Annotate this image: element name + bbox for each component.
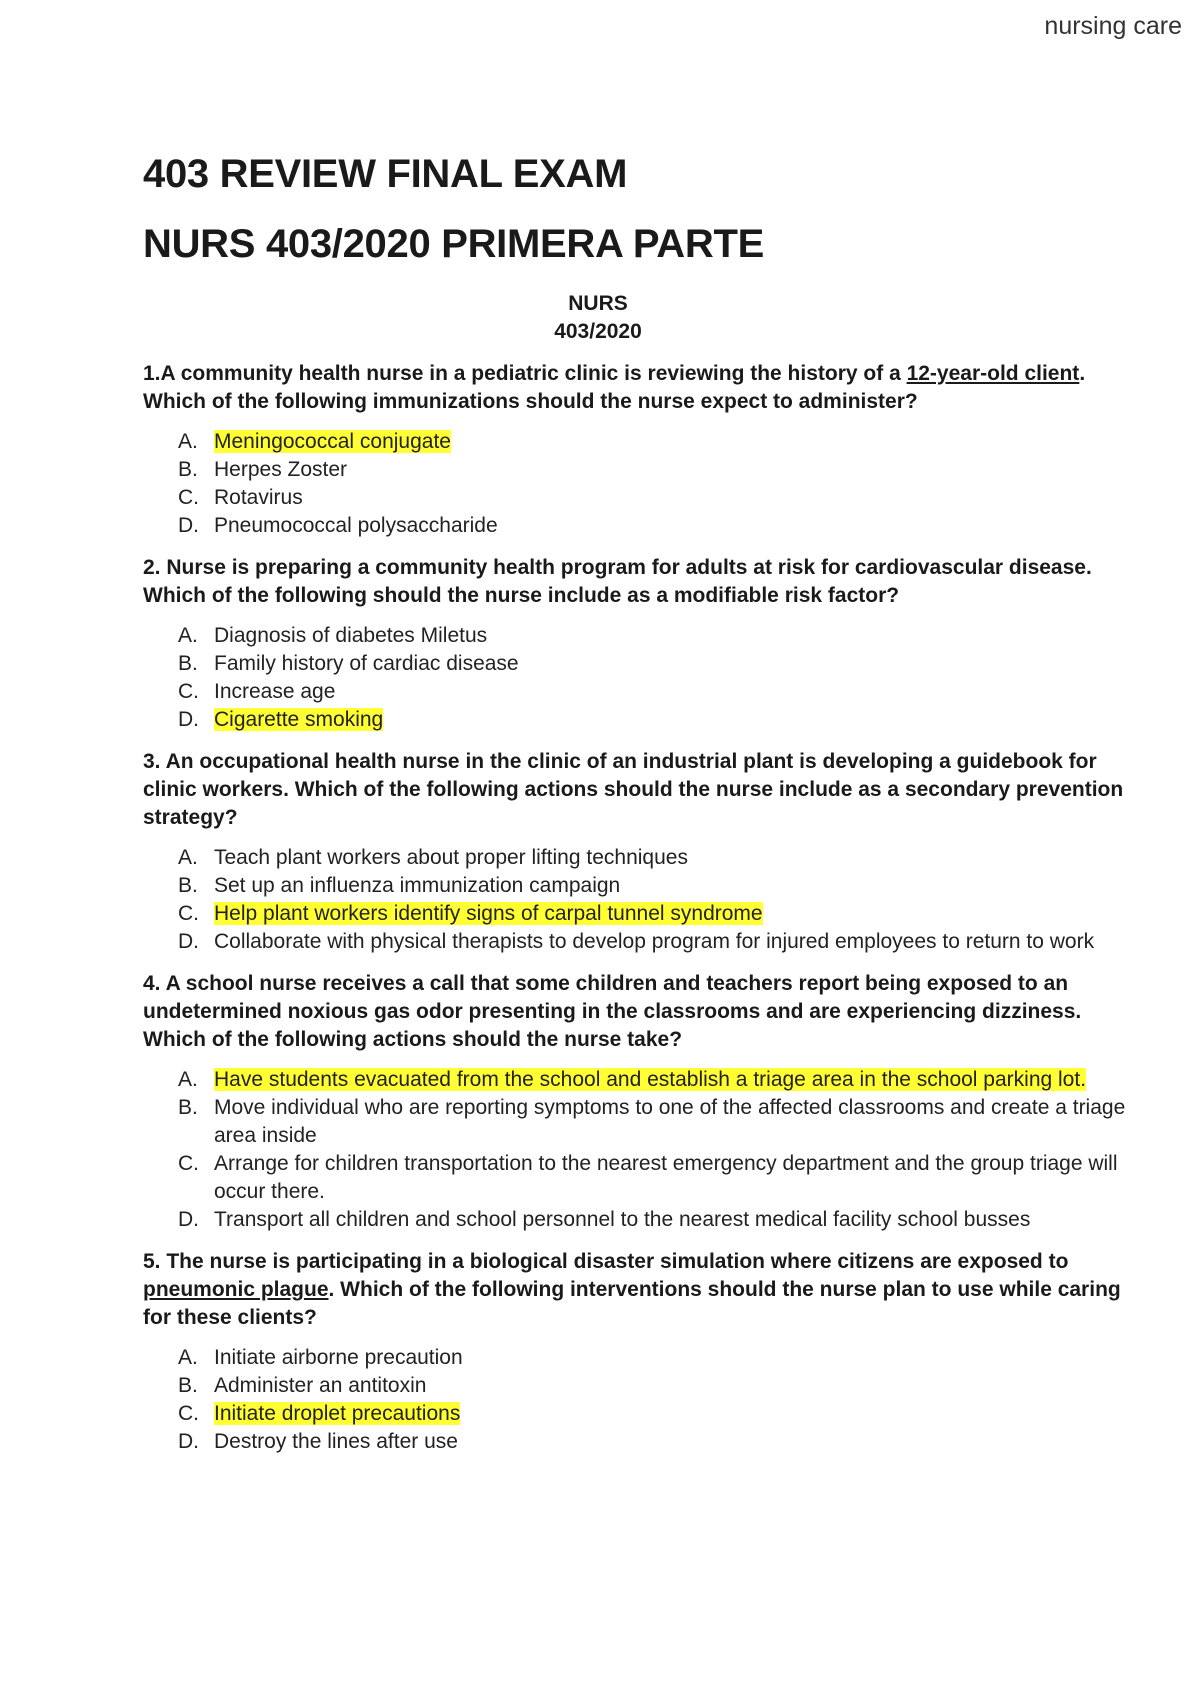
question-text-part: . Which of the following interventions should the nurse plan to use while caring for these clients? [143,1278,1121,1329]
option-text-wrap [214,1372,1133,1400]
question-3 [143,748,1133,956]
answer-option [143,456,1133,484]
answer-option [143,1094,1133,1150]
question-text [143,554,1133,610]
answer-option [143,1428,1133,1456]
answer-option [143,1372,1133,1400]
question-text [143,1248,1133,1332]
option-text-wrap [214,844,1133,872]
option-text-wrap [214,1206,1133,1234]
option-text-wrap [214,1150,1133,1206]
question-underlined-term: pneumonic plague [143,1278,329,1301]
question-list [143,360,1133,1456]
answer-option [143,622,1133,650]
option-text-wrap [214,622,1133,650]
option-text: Increase age [214,680,336,703]
option-text-wrap [214,678,1133,706]
option-text-wrap [214,1094,1133,1150]
answer-option [143,1344,1133,1372]
course-label-line1: NURS [568,292,628,315]
answer-options [143,1344,1133,1456]
answer-option [143,900,1133,928]
option-letter: C. [178,680,199,703]
question-underlined-term: 12-year-old client [906,362,1080,385]
option-text-wrap [214,1400,1133,1428]
question-4 [143,970,1133,1234]
option-text: Rotavirus [214,486,303,509]
option-text: Teach plant workers about proper lifting techniques [214,846,688,869]
option-text: Move individual who are reporting symptoms to one of the affected classrooms and create a triage area inside [214,1096,1126,1147]
answer-option [143,1400,1133,1428]
answer-options [143,844,1133,956]
answer-options [143,622,1133,734]
answer-options [143,428,1133,540]
header-tag: nursing care [1044,12,1182,40]
question-text-part: 3. An occupational health nurse in the clinic of an industrial plant is developing a guidebook for clinic workers. Which of the following actions should the nurse include as a secondary prevention strategy? [143,750,1124,829]
option-text: Set up an influenza immunization campaign [214,874,621,897]
option-text: Initiate airborne precaution [214,1346,463,1369]
document-subtitle-title: NURS 403/2020 PRIMERA PARTE [143,222,764,266]
option-text: Arrange for children transportation to the nearest emergency department and the group triage will occur there. [214,1152,1118,1203]
answer-option [143,1206,1133,1234]
option-letter: C. [178,1152,199,1175]
option-text: Destroy the lines after use [214,1430,458,1453]
question-text-part: . Which of the following immunizations should the nurse expect to administer? [143,362,1086,413]
option-text-wrap [214,650,1133,678]
option-text: Diagnosis of diabetes Miletus [214,624,488,647]
option-letter: B. [178,1096,198,1119]
highlighted-answer: Meningococcal conjugate [214,430,451,453]
answer-option [143,844,1133,872]
question-text [143,360,1133,416]
option-text: Transport all children and school personnel to the nearest medical facility school busses [214,1208,1031,1231]
course-label [143,290,1053,346]
answer-option [143,706,1133,734]
option-text-wrap [214,1066,1133,1094]
option-letter: B. [178,874,198,897]
option-text: Herpes Zoster [214,458,348,481]
question-text [143,748,1133,832]
option-text-wrap [214,428,1133,456]
question-text [143,970,1133,1054]
option-text-wrap [214,1344,1133,1372]
question-text-part: 2. Nurse is preparing a community health program for adults at risk for cardiovascular disease. Which of the following should the nurse include as a modifiable risk factor? [143,556,1092,607]
answer-option [143,650,1133,678]
highlighted-answer: Initiate droplet precautions [214,1402,461,1425]
question-2 [143,554,1133,734]
course-label-line2: 403/2020 [554,320,642,343]
option-letter: C. [178,486,199,509]
highlighted-answer: Have students evacuated from the school and establish a triage area in the school parking lot. [214,1068,1087,1091]
option-letter: C. [178,1402,199,1425]
option-letter: A. [178,1068,198,1091]
question-text-part: 4. A school nurse receives a call that some children and teachers report being exposed to an undetermined noxious gas odor presenting in the classrooms and are experiencing dizziness. Which of the following actions should the nurse take? [143,972,1082,1051]
answer-option [143,928,1133,956]
answer-option [143,484,1133,512]
answer-option [143,1066,1133,1094]
option-letter: A. [178,430,198,453]
option-text: Family history of cardiac disease [214,652,519,675]
question-text-part: 1.A community health nurse in a pediatric clinic is reviewing the history of a [143,362,907,385]
option-text-wrap [214,484,1133,512]
option-letter: D. [178,930,199,953]
option-text-wrap [214,928,1133,956]
answer-option [143,678,1133,706]
option-text: Administer an antitoxin [214,1374,427,1397]
option-text: Pneumococcal polysaccharide [214,514,498,537]
option-letter: A. [178,846,198,869]
option-letter: A. [178,624,198,647]
answer-options [143,1066,1133,1234]
option-letter: C. [178,902,199,925]
option-letter: A. [178,1346,198,1369]
option-letter: B. [178,652,198,675]
answer-option [143,428,1133,456]
option-text: Collaborate with physical therapists to develop program for injured employees to return to work [214,930,1095,953]
highlighted-answer: Help plant workers identify signs of carpal tunnel syndrome [214,902,763,925]
document-title: 403 REVIEW FINAL EXAM [143,152,628,196]
highlighted-answer: Cigarette smoking [214,708,384,731]
option-letter: B. [178,458,198,481]
option-letter: B. [178,1374,198,1397]
option-letter: D. [178,1208,199,1231]
question-text-part: 5. The nurse is participating in a biological disaster simulation where citizens are exposed to [143,1250,1069,1273]
option-text-wrap [214,512,1133,540]
answer-option [143,872,1133,900]
answer-option [143,512,1133,540]
option-text-wrap [214,872,1133,900]
option-letter: D. [178,514,199,537]
option-letter: D. [178,1430,199,1453]
document-content [143,150,1133,1456]
answer-option [143,1150,1133,1206]
option-letter: D. [178,708,199,731]
option-text-wrap [214,456,1133,484]
option-text-wrap [214,1428,1133,1456]
question-5 [143,1248,1133,1456]
question-1 [143,360,1133,540]
option-text-wrap [214,900,1133,928]
option-text-wrap [214,706,1133,734]
